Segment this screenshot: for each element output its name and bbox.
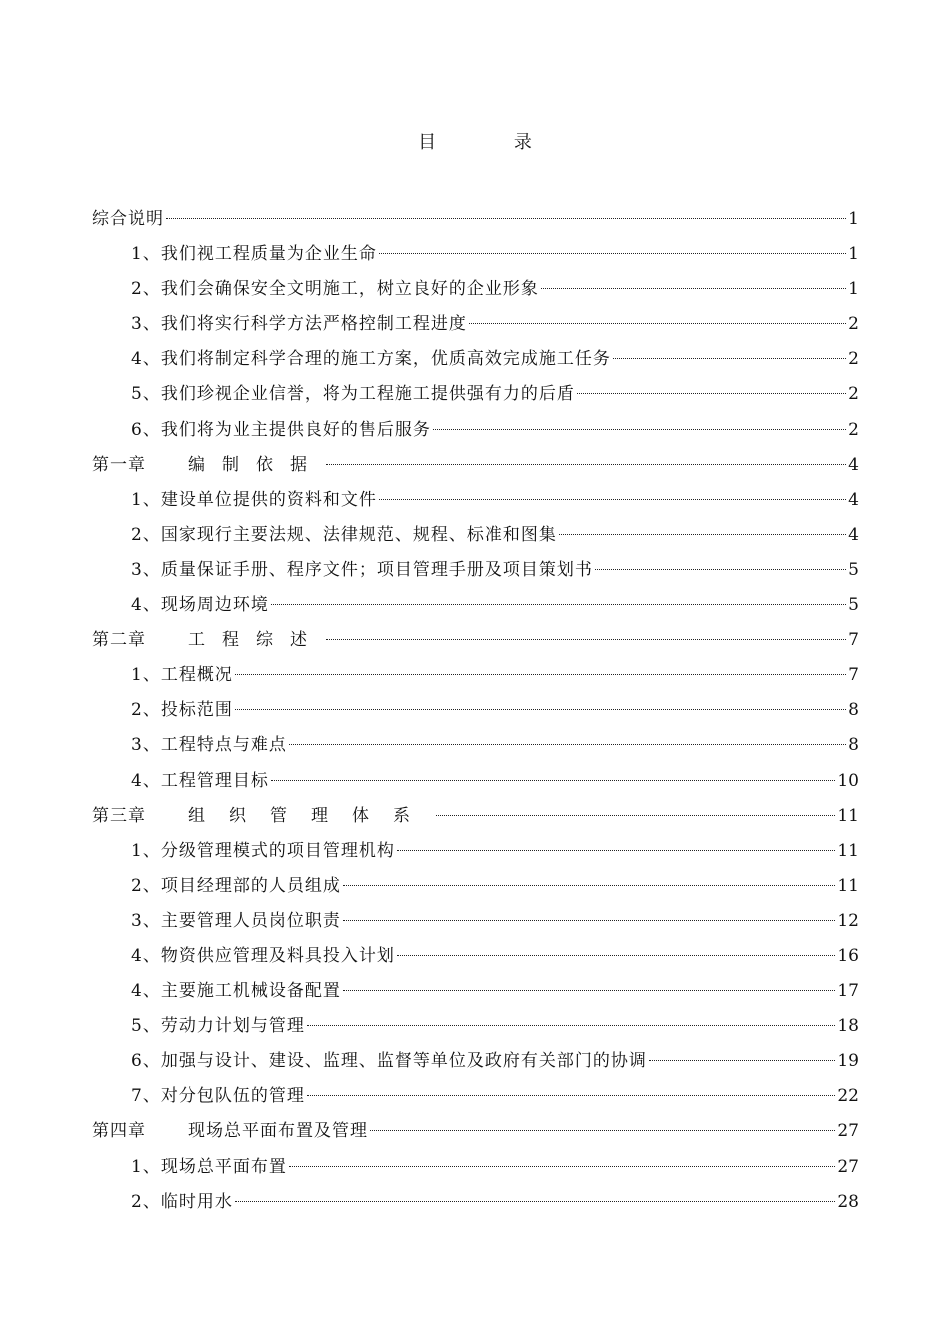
toc-dot-leader [307,1095,836,1096]
toc-entry-label: 1、工程概况 [131,665,233,686]
toc-page-number: 1 [848,244,859,265]
toc-entry-label: 2、国家现行主要法规、法律规范、规程、标准和图集 [131,524,557,545]
toc-section-entry[interactable] [92,377,859,412]
toc-dot-leader [397,850,836,851]
toc-section-entry[interactable] [92,1150,859,1185]
toc-page-number: 27 [837,1121,859,1142]
toc-entry-label: 4、工程管理目标 [131,770,269,791]
toc-dot-leader [541,288,846,289]
toc-dot-leader [343,920,836,921]
toc-page-number: 7 [848,665,859,686]
toc-page-number: 19 [837,1051,859,1072]
toc-page-number: 4 [848,454,859,475]
toc-dot-leader [166,218,846,219]
toc-chapter-title: 编制依据 [188,454,324,475]
toc-dot-leader [326,639,846,640]
toc-section-entry[interactable] [92,342,859,377]
toc-list [92,202,859,1220]
toc-chapter-title: 现场总平面布置及管理 [188,1121,368,1142]
toc-dot-leader [649,1060,836,1061]
toc-dot-leader [235,1201,836,1202]
toc-entry-label: 2、投标范围 [131,700,233,721]
toc-page-number: 4 [848,489,859,510]
toc-chapter-entry[interactable] [92,1114,859,1149]
toc-page-number: 8 [848,735,859,756]
toc-section-entry[interactable] [92,237,859,272]
toc-chapter-number: 第一章 [92,454,146,475]
toc-section-entry[interactable] [92,413,859,448]
toc-chapter-title: 工程综述 [188,630,324,651]
toc-entry-label: 3、主要管理人员岗位职责 [131,910,341,931]
toc-chapter-number: 第三章 [92,805,146,826]
toc-entry-label [92,623,324,658]
toc-chapter-entry[interactable] [92,623,859,658]
toc-entry-label: 1、现场总平面布置 [131,1156,287,1177]
toc-chapter-entry[interactable] [92,202,859,237]
toc-section-entry[interactable] [92,1079,859,1114]
toc-entry-label: 2、项目经理部的人员组成 [131,875,341,896]
toc-page-number: 12 [837,910,859,931]
toc-page-number: 22 [837,1086,859,1107]
toc-page-number: 11 [837,875,859,896]
toc-dot-leader [326,464,846,465]
toc-entry-label: 1、分级管理模式的项目管理机构 [131,840,395,861]
toc-dot-leader [289,1166,836,1167]
toc-page-number: 28 [837,1191,859,1212]
toc-chapter-number: 第二章 [92,630,146,651]
toc-entry-label: 3、工程特点与难点 [131,735,287,756]
toc-entry-label: 4、我们将制定科学合理的施工方案，优质高效完成施工任务 [131,349,611,370]
toc-section-entry[interactable] [92,272,859,307]
toc-entry-label: 1、建设单位提供的资料和文件 [131,489,377,510]
toc-dot-leader [379,253,846,254]
toc-dot-leader [271,780,836,781]
toc-section-entry[interactable] [92,764,859,799]
toc-page-number: 2 [848,384,859,405]
toc-chapter-entry[interactable] [92,448,859,483]
toc-dot-leader [289,744,846,745]
toc-dot-leader [577,393,846,394]
toc-dot-leader [235,674,846,675]
toc-entry-label: 6、我们将为业主提供良好的售后服务 [131,419,431,440]
toc-section-entry[interactable] [92,483,859,518]
toc-entry-label: 4、主要施工机械设备配置 [131,981,341,1002]
toc-page-number: 5 [848,559,859,580]
toc-page-number: 18 [837,1016,859,1037]
toc-dot-leader [559,534,846,535]
toc-chapter-title: 组织管理体系 [188,805,434,826]
toc-section-entry[interactable] [92,588,859,623]
toc-entry-label: 5、我们珍视企业信誉，将为工程施工提供强有力的后盾 [131,384,575,405]
toc-section-entry[interactable] [92,1009,859,1044]
toc-section-entry[interactable] [92,939,859,974]
toc-dot-leader [613,358,846,359]
toc-title: 目 录 [418,132,568,153]
toc-entry-label: 1、我们视工程质量为企业生命 [131,244,377,265]
toc-section-entry[interactable] [92,869,859,904]
toc-page-number: 5 [848,595,859,616]
toc-chapter-number: 第四章 [92,1121,146,1142]
toc-dot-leader [436,815,835,816]
toc-page-number: 10 [837,770,859,791]
toc-page-number: 8 [848,700,859,721]
toc-page-number: 17 [837,981,859,1002]
toc-section-entry[interactable] [92,834,859,869]
toc-dot-leader [469,323,846,324]
toc-entry-label: 4、物资供应管理及料具投入计划 [131,945,395,966]
toc-dot-leader [397,955,836,956]
toc-page-number: 1 [848,209,859,229]
toc-entry-label: 7、对分包队伍的管理 [131,1086,305,1107]
toc-section-entry[interactable] [92,974,859,1009]
toc-chapter-entry[interactable] [92,799,859,834]
toc-page-number: 16 [837,945,859,966]
toc-section-entry[interactable] [92,518,859,553]
toc-dot-leader [235,709,846,710]
toc-section-entry[interactable] [92,693,859,728]
toc-dot-leader [370,1130,835,1131]
toc-page-number: 2 [848,349,859,370]
toc-dot-leader [379,499,846,500]
toc-section-entry[interactable] [92,307,859,342]
toc-entry-label: 5、劳动力计划与管理 [131,1016,305,1037]
toc-page-number: 2 [848,419,859,440]
toc-entry-label: 6、加强与设计、建设、监理、监督等单位及政府有关部门的协调 [131,1051,647,1072]
toc-page-number: 11 [837,805,859,826]
toc-section-entry[interactable] [92,553,859,588]
toc-entry-label: 4、现场周边环境 [131,595,269,616]
toc-entry-label [92,1114,368,1149]
toc-entry-label: 2、我们会确保安全文明施工，树立良好的企业形象 [131,279,539,300]
toc-page-number: 4 [848,524,859,545]
toc-dot-leader [343,990,836,991]
toc-section-entry[interactable] [92,1044,859,1079]
toc-dot-leader [433,429,846,430]
toc-entry-label [92,448,324,483]
toc-section-entry[interactable] [92,658,859,693]
toc-dot-leader [307,1025,836,1026]
toc-entry-label [92,799,434,834]
toc-page-number: 27 [837,1156,859,1177]
toc-page-number: 1 [848,279,859,300]
toc-dot-leader [271,604,846,605]
toc-entry-label: 2、临时用水 [131,1191,233,1212]
toc-section-entry[interactable] [92,1185,859,1220]
toc-entry-label: 3、我们将实行科学方法严格控制工程进度 [131,314,467,335]
toc-page-number: 11 [837,840,859,861]
toc-dot-leader [595,569,846,570]
toc-section-entry[interactable] [92,904,859,939]
toc-page-number: 7 [848,630,859,651]
toc-section-entry[interactable] [92,728,859,763]
toc-page-number: 2 [848,314,859,335]
toc-entry-label: 综合说明 [92,209,164,229]
toc-entry-label: 3、质量保证手册、程序文件；项目管理手册及项目策划书 [131,559,593,580]
toc-dot-leader [343,885,836,886]
